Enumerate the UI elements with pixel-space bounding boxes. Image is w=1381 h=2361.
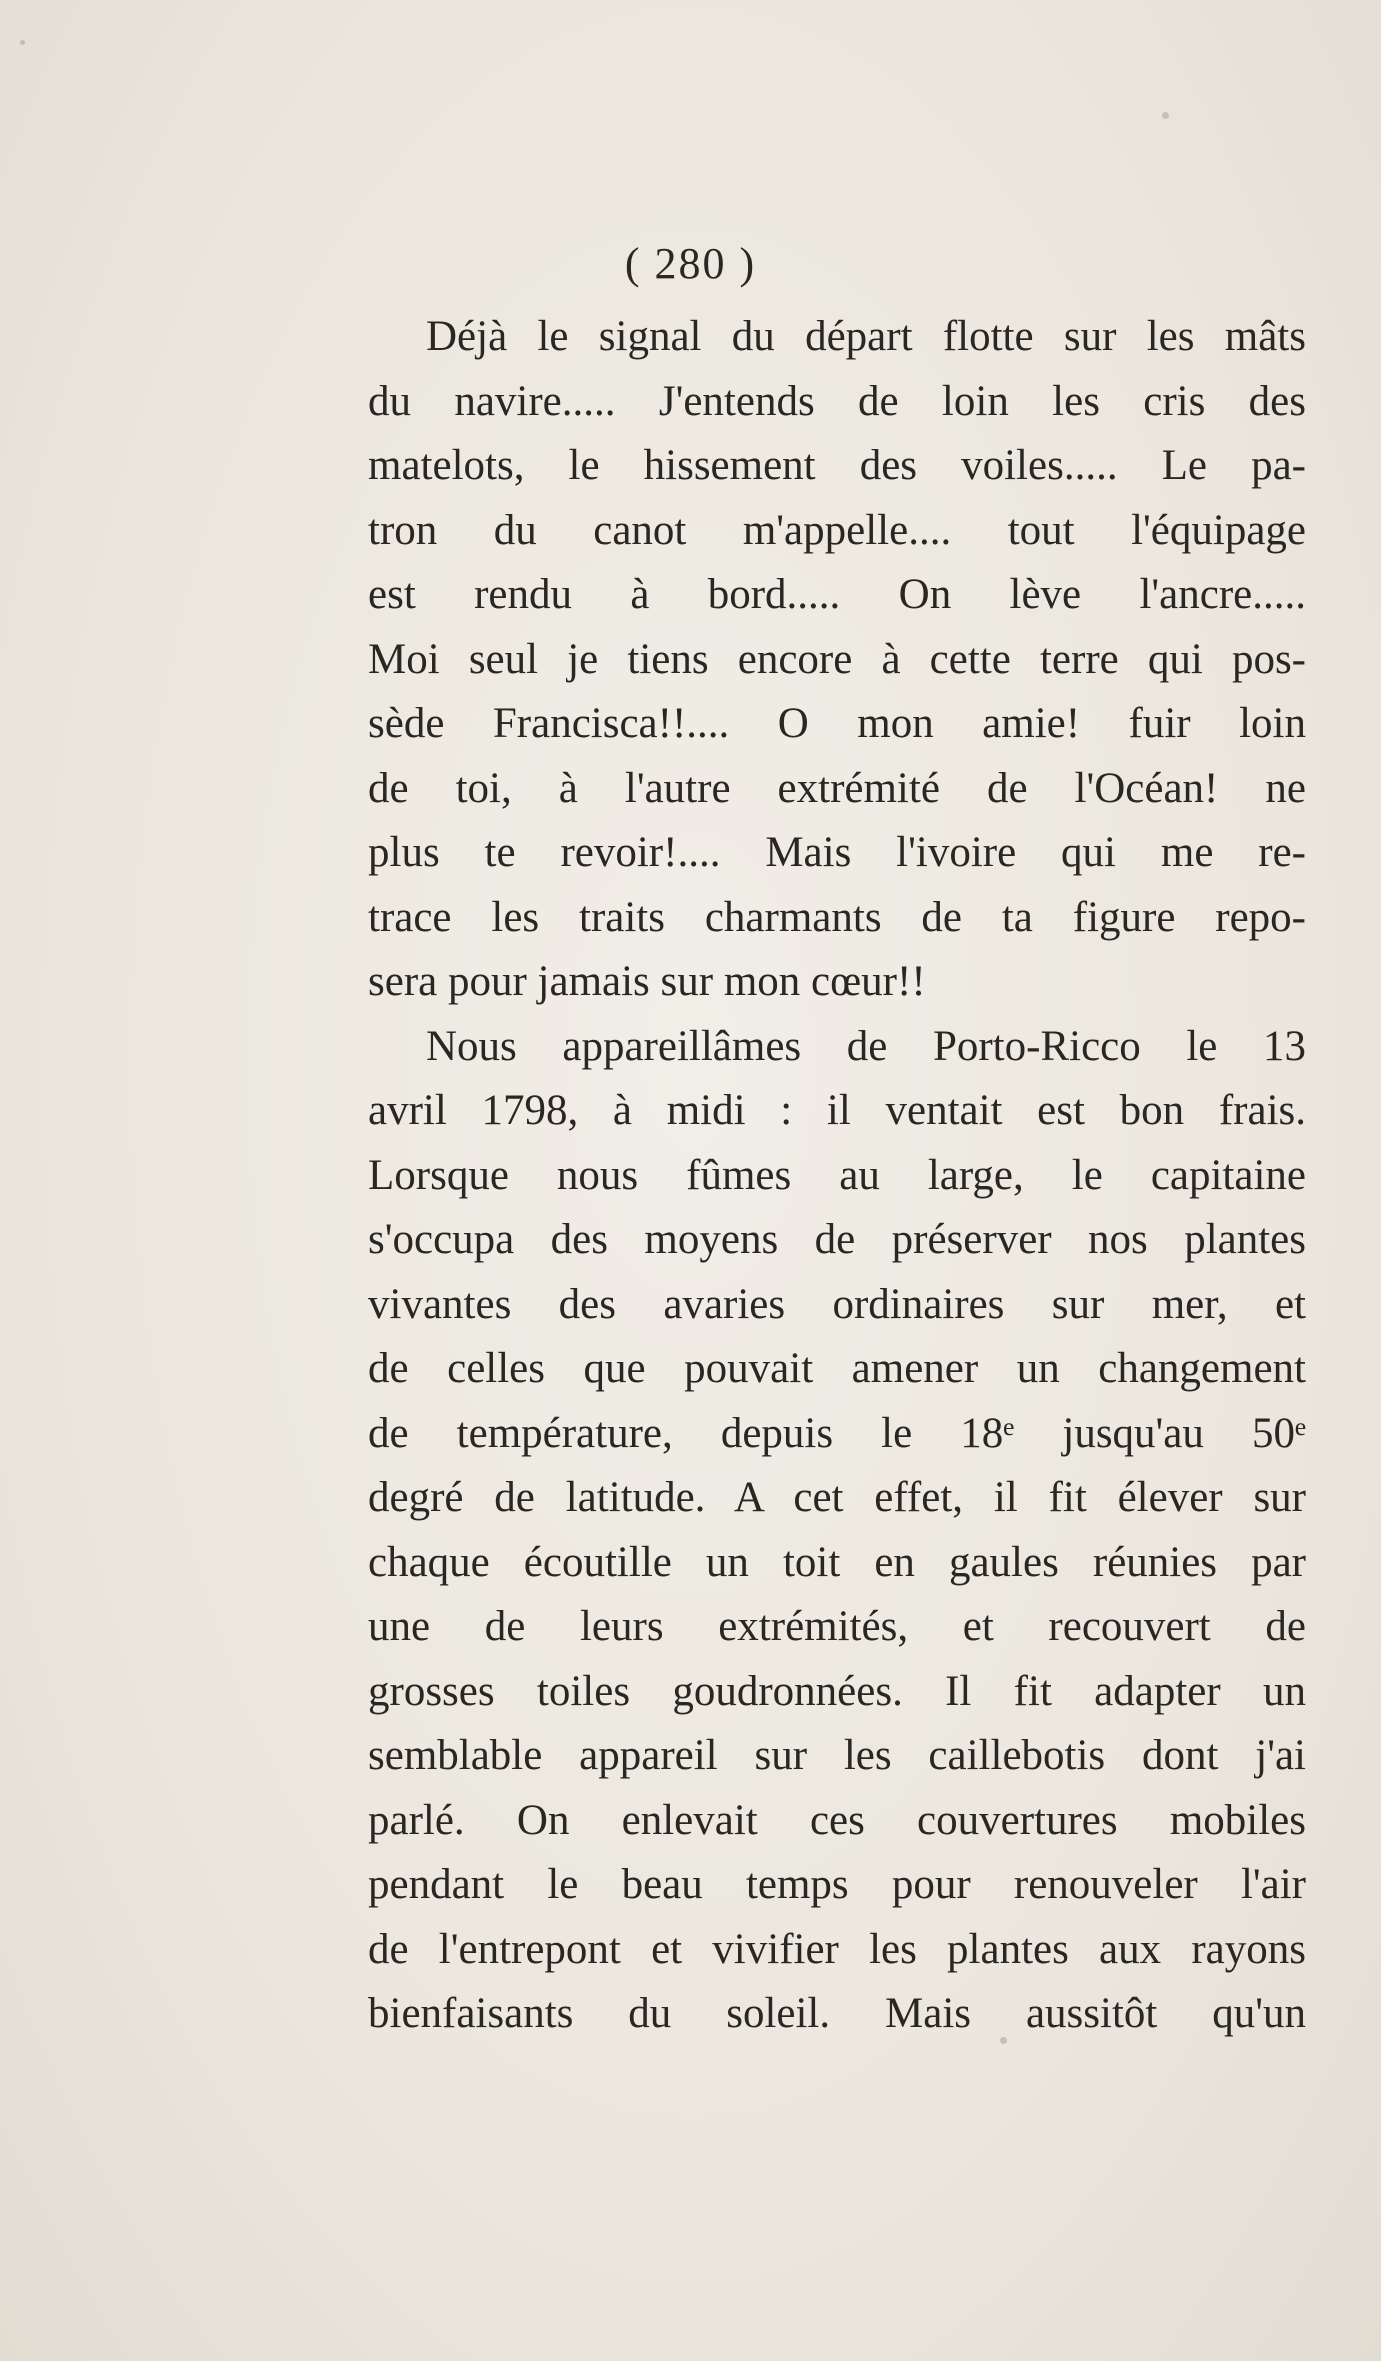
text-line: est rendu à bord..... On lève l'ancre..... [368, 571, 1306, 618]
text-line: bienfaisants du soleil. Mais aussitôt qu'un [368, 1990, 1306, 2037]
text-line: de celles que pouvait amener un changement [368, 1345, 1306, 1392]
text-line: vivantes des avaries ordinaires sur mer, et [368, 1280, 1306, 1328]
page-number: ( 280 ) [624, 239, 757, 288]
text-line: matelots, le hissement des voiles..... Le pa- [368, 442, 1306, 489]
text-line: avril 1798, à midi : il ventait est bon frais. [368, 1087, 1306, 1134]
text-line: du navire..... J'entends de loin les cris des [368, 377, 1306, 425]
text-line: tron du canot m'appelle.... tout l'équipage [368, 506, 1306, 554]
text-line: Lorsque nous fûmes au large, le capitaine [368, 1151, 1306, 1199]
text-line: pendant le beau temps pour renouveler l'air [368, 1861, 1306, 1908]
text-line: plus te revoir!.... Mais l'ivoire qui me re- [368, 829, 1306, 876]
paper-speck [1162, 112, 1169, 119]
text-line: semblable appareil sur les caillebotis dont j'ai [368, 1732, 1306, 1779]
text-line: trace les traits charmants de ta figure repo- [368, 893, 1306, 941]
text-line: de température, depuis le 18ᵉ jusqu'au 50ᵉ [368, 1409, 1306, 1457]
text-line: une de leurs extrémités, et recouvert de [368, 1603, 1306, 1650]
text-line: de l'entrepont et vivifier les plantes aux rayons [368, 1925, 1306, 1973]
text-line: Nous appareillâmes de Porto-Ricco le 13 [426, 1022, 1306, 1070]
text-line: de toi, à l'autre extrémité de l'Océan! ne [368, 764, 1306, 812]
text-line: grosses toiles goudronnées. Il fit adapter un [368, 1667, 1306, 1715]
paper-speck [20, 40, 25, 45]
text-line: Moi seul je tiens encore à cette terre qui pos- [368, 635, 1306, 683]
paragraph [368, 1015, 1306, 2047]
body-text [368, 305, 1306, 2047]
paragraph [368, 305, 1306, 1015]
text-line: degré de latitude. A cet effet, il fit élever sur [368, 1474, 1306, 1521]
text-line: parlé. On enlevait ces couvertures mobiles [368, 1796, 1306, 1844]
text-line: s'occupa des moyens de préserver nos plantes [368, 1216, 1306, 1263]
text-line: sera pour jamais sur mon cœur!! [368, 958, 926, 1005]
text-line: Déjà le signal du départ flotte sur les mâts [426, 313, 1306, 360]
text-line: sède Francisca!!.... O mon amie! fuir loin [368, 700, 1306, 747]
text-line: chaque écoutille un toit en gaules réunies par [368, 1538, 1306, 1586]
